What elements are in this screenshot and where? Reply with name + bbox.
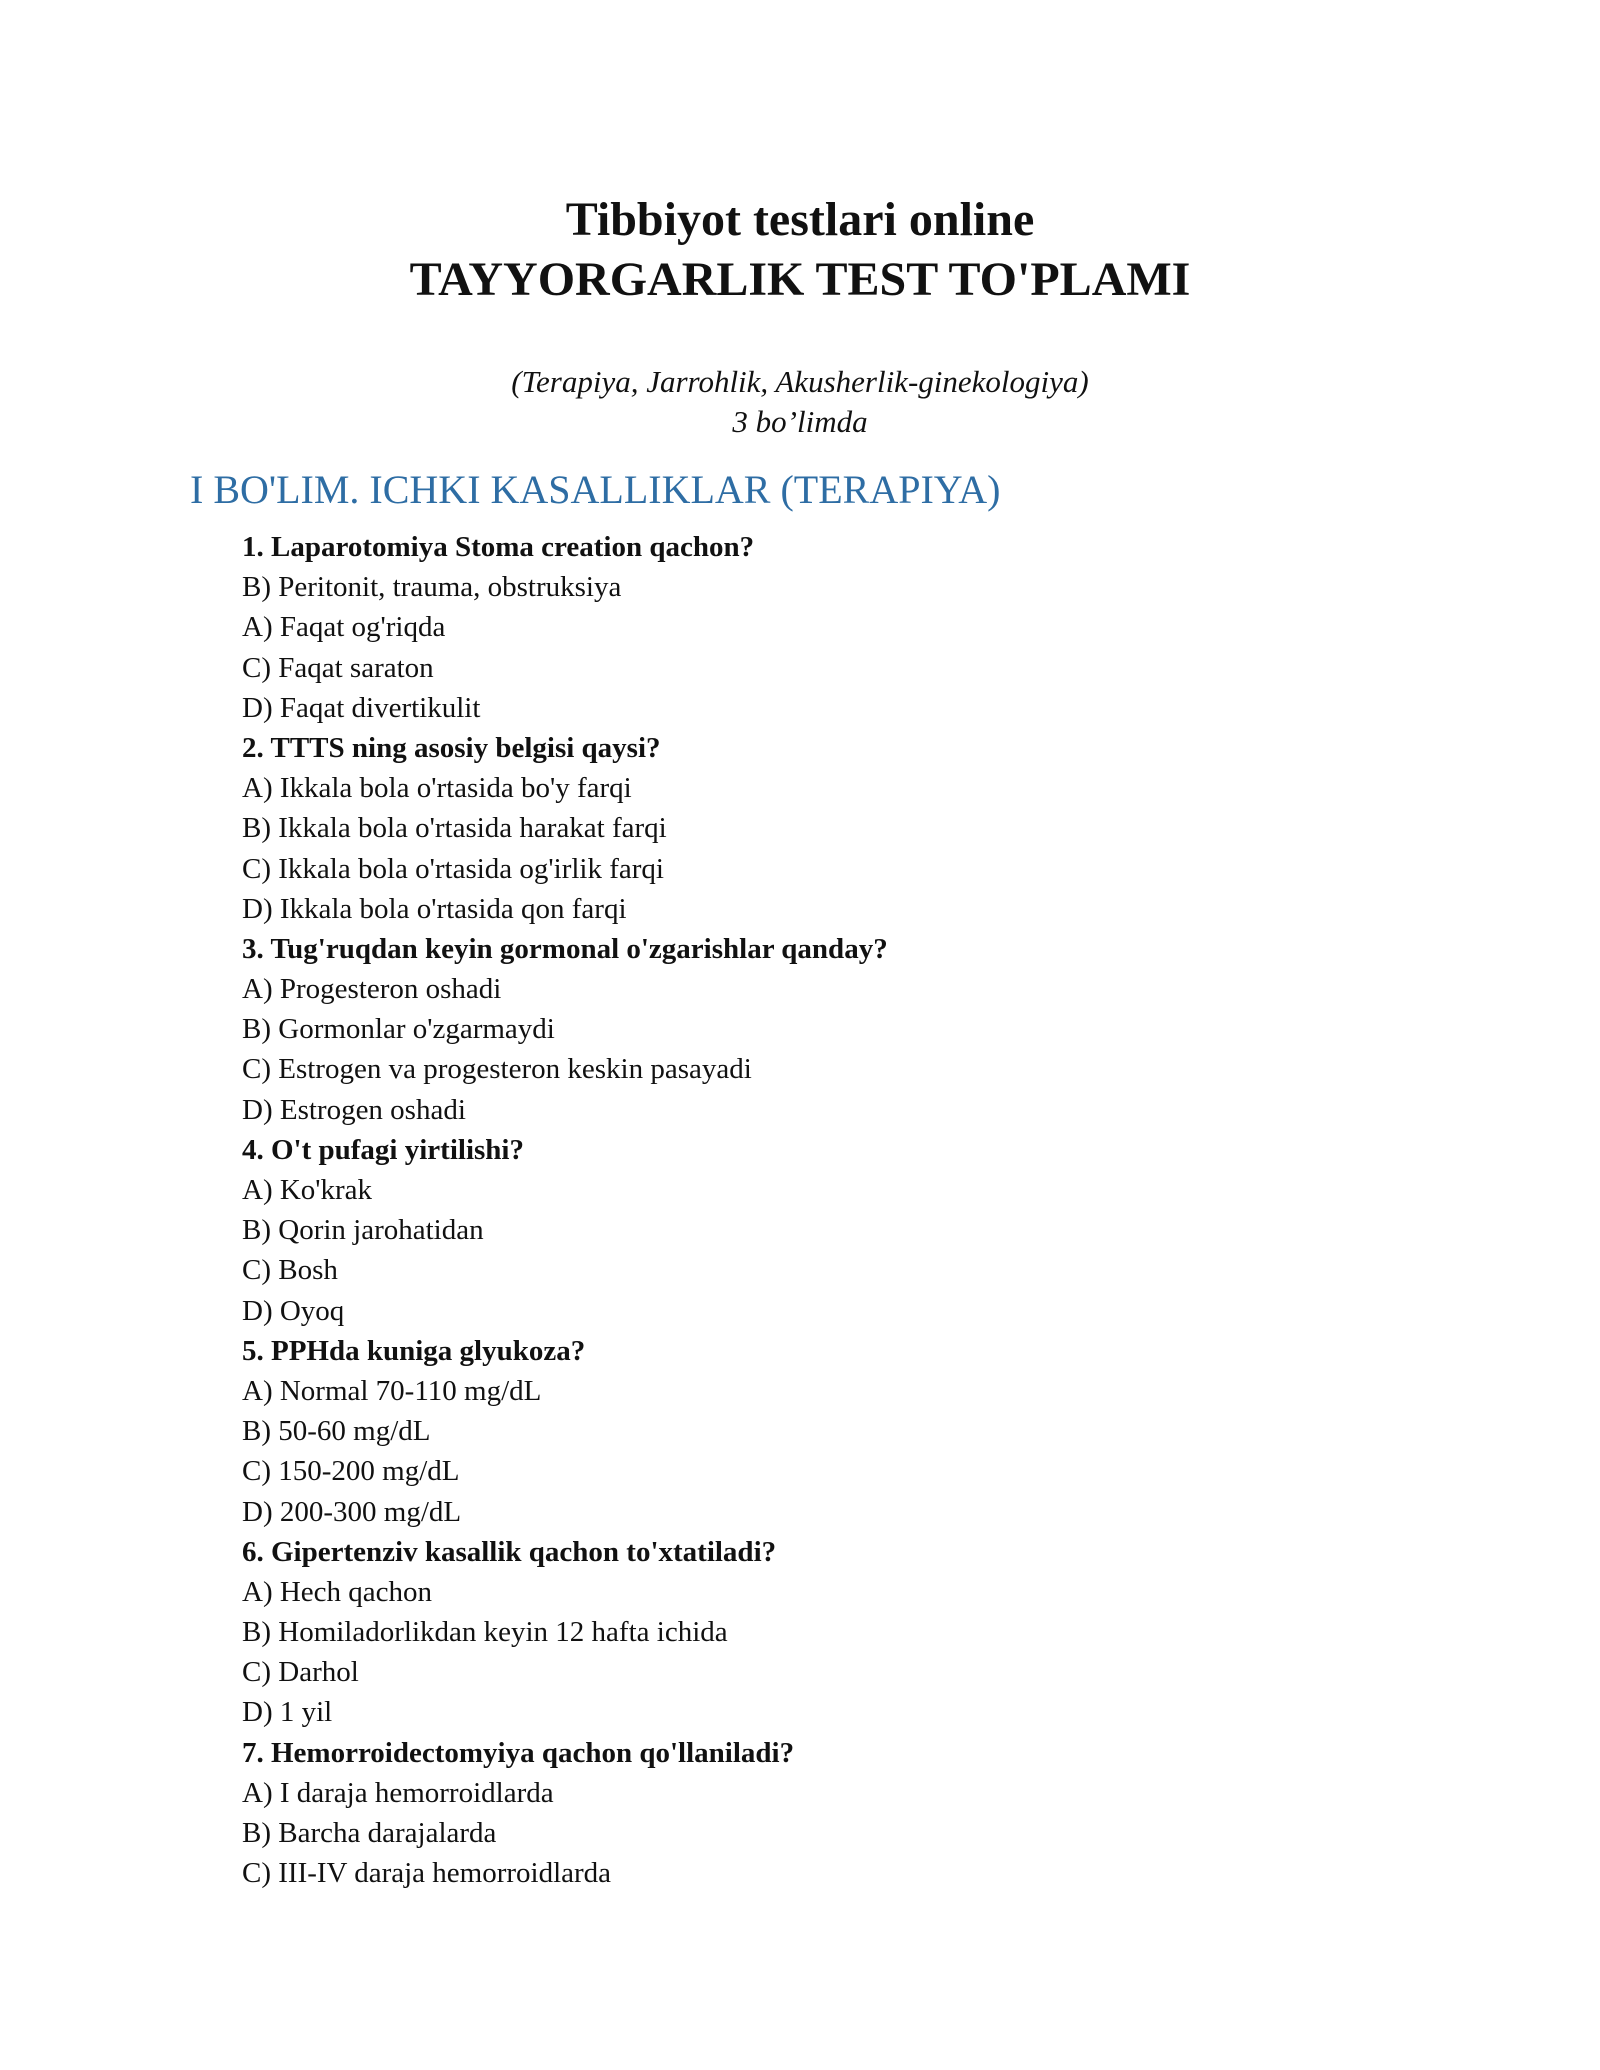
answer-option: A) Faqat og'riqda: [242, 611, 446, 644]
question-4: [242, 1130, 1442, 1331]
question-title: 7. Hemorroidectomyiya qachon qo'llaniladi?: [242, 1736, 795, 1769]
question-title: 4. O't pufagi yirtilishi?: [242, 1133, 524, 1166]
title-line-1: Tibbiyot testlari online: [565, 193, 1035, 246]
answer-option: B) Homiladorlikdan keyin 12 hafta ichida: [242, 1616, 728, 1649]
answer-option: A) Hech qachon: [242, 1575, 433, 1608]
answer-option: C) Ikkala bola o'rtasida og'irlik farqi: [242, 852, 664, 885]
question-title: 6. Gipertenziv kasallik qachon to'xtatiladi?: [242, 1535, 777, 1568]
answer-option: C) III-IV daraja hemorroidlarda: [242, 1857, 612, 1890]
answer-option: A) Ikkala bola o'rtasida bo'y farqi: [242, 772, 632, 805]
answer-option: B) Peritonit, trauma, obstruksiya: [242, 571, 622, 604]
question-6: [242, 1532, 1442, 1733]
answer-option: B) Qorin jarohatidan: [242, 1214, 484, 1247]
answer-option: A) Ko'krak: [242, 1174, 373, 1206]
answer-option: B) Ikkala bola o'rtasida harakat farqi: [242, 812, 667, 845]
answer-option: D) Oyoq: [242, 1294, 345, 1327]
document-title: [0, 190, 1600, 310]
subtitle-line-2: 3 bo’limda: [732, 404, 868, 439]
question-7: [242, 1733, 1442, 1894]
answer-option: D) Faqat divertikulit: [242, 691, 481, 724]
answer-option: D) Ikkala bola o'rtasida qon farqi: [242, 892, 627, 925]
answer-option: D) 200-300 mg/dL: [242, 1495, 462, 1528]
answer-option: D) 1 yil: [242, 1696, 333, 1729]
answer-option: A) Progesteron oshadi: [242, 973, 502, 1006]
question-title: 2. TTTS ning asosiy belgisi qaysi?: [242, 731, 661, 764]
answer-option: C) Faqat saraton: [242, 651, 434, 684]
question-1: [242, 527, 1442, 728]
answer-option: B) Gormonlar o'zgarmaydi: [242, 1013, 555, 1046]
answer-option: C) Darhol: [242, 1656, 359, 1689]
question-list: [242, 527, 1442, 1893]
answer-option: A) I daraja hemorroidlarda: [242, 1776, 554, 1809]
answer-option: A) Normal 70-110 mg/dL: [242, 1374, 542, 1407]
title-line-2: TAYYORGARLIK TEST TO'PLAMI: [409, 253, 1191, 306]
answer-option: C) 150-200 mg/dL: [242, 1455, 460, 1488]
answer-option: C) Bosh: [242, 1254, 338, 1287]
answer-option: D) Estrogen oshadi: [242, 1093, 466, 1126]
document-subtitle: [0, 362, 1600, 442]
question-title: 3. Tug'ruqdan keyin gormonal o'zgarishlar qanday?: [242, 932, 888, 965]
answer-option: C) Estrogen va progesteron keskin pasayadi: [242, 1053, 752, 1086]
question-2: [242, 728, 1442, 929]
answer-option: B) Barcha darajalarda: [242, 1817, 497, 1849]
section-heading: I BO'LIM. ICHKI KASALLIKLAR (TERAPIYA): [190, 467, 1001, 512]
question-title: 5. PPHda kuniga glyukoza?: [242, 1334, 586, 1367]
subtitle-line-1: (Terapiya, Jarrohlik, Akusherlik-ginekologiya): [511, 364, 1089, 399]
question-3: [242, 929, 1442, 1130]
answer-option: B) 50-60 mg/dL: [242, 1415, 431, 1448]
question-title: 1. Laparotomiya Stoma creation qachon?: [242, 531, 755, 563]
question-5: [242, 1331, 1442, 1532]
